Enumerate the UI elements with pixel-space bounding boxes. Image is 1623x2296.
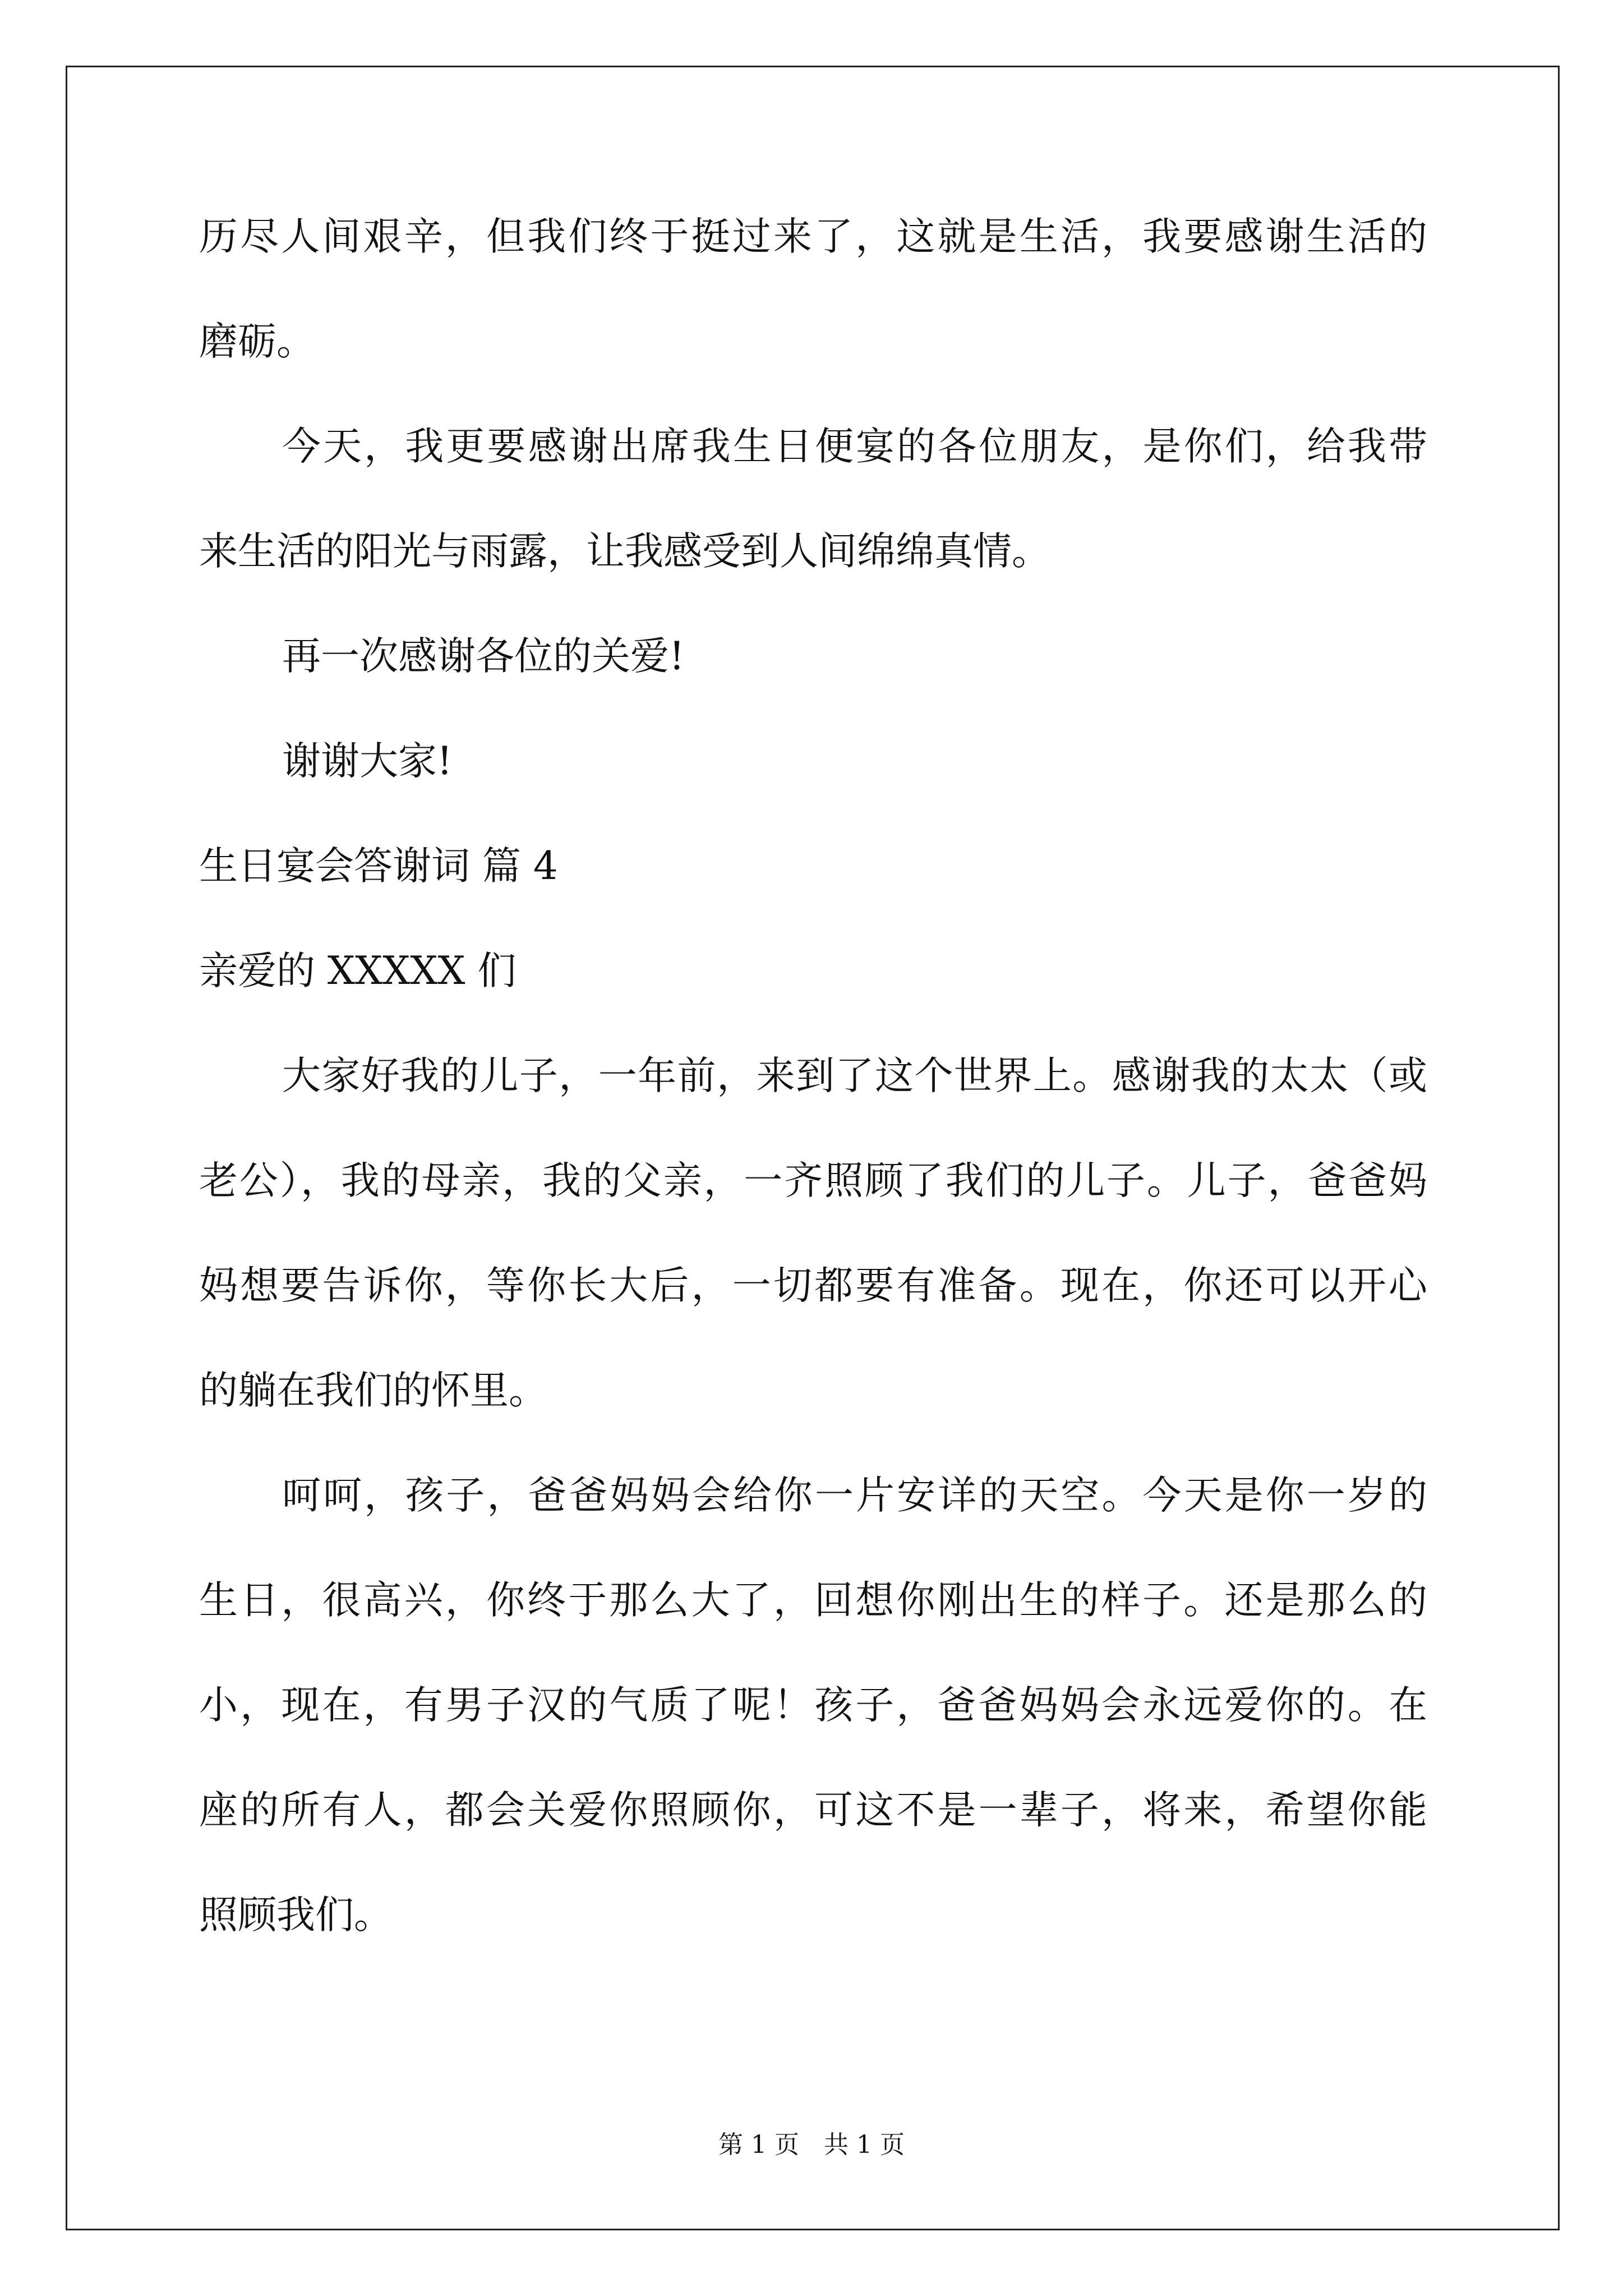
paragraph-line: 谢谢大家! bbox=[282, 739, 453, 784]
paragraph-line: 磨砺。 bbox=[199, 319, 315, 364]
paragraph-line: 历尽人间艰辛，但我们终于挺过来了，这就是生活，我要感谢生活的 bbox=[199, 214, 1427, 259]
paragraph-line: 妈想要告诉你，等你长大后，一切都要有准备。现在，你还可以开心 bbox=[199, 1263, 1427, 1308]
paragraph-line: 老公），我的母亲，我的父亲，一齐照顾了我们的儿子。儿子，爸爸妈 bbox=[199, 1158, 1427, 1203]
paragraph-line: 照顾我们。 bbox=[199, 1893, 393, 1938]
paragraph-line: 小，现在，有男子汉的气质了呢！孩子，爸爸妈妈会永远爱你的。在 bbox=[199, 1683, 1427, 1728]
paragraph-line: 的躺在我们的怀里。 bbox=[199, 1368, 547, 1413]
paragraph-line: 座的所有人，都会关爱你照顾你，可这不是一辈子，将来，希望你能 bbox=[199, 1788, 1427, 1833]
salutation: 亲爱的 XXXXX 们 bbox=[199, 949, 517, 993]
paragraph-line: 呵呵，孩子，爸爸妈妈会给你一片安详的天空。今天是你一岁的 bbox=[282, 1473, 1427, 1518]
paragraph-line: 今天，我更要感谢出席我生日便宴的各位朋友，是你们，给我带 bbox=[282, 424, 1427, 469]
section-heading: 生日宴会答谢词 篇 4 bbox=[199, 844, 558, 889]
page-number-footer: 第 1 页 共 1 页 bbox=[718, 2131, 905, 2159]
paragraph-line: 再一次感谢各位的关爱! bbox=[282, 634, 685, 679]
paragraph-line: 来生活的阳光与雨露，让我感受到人间绵绵真情。 bbox=[199, 529, 1050, 574]
paragraph-line: 大家好我的儿子，一年前，来到了这个世界上。感谢我的太太（或 bbox=[282, 1053, 1427, 1098]
paragraph-line: 生日，很高兴，你终于那么大了，回想你刚出生的样子。还是那么的 bbox=[199, 1578, 1427, 1623]
